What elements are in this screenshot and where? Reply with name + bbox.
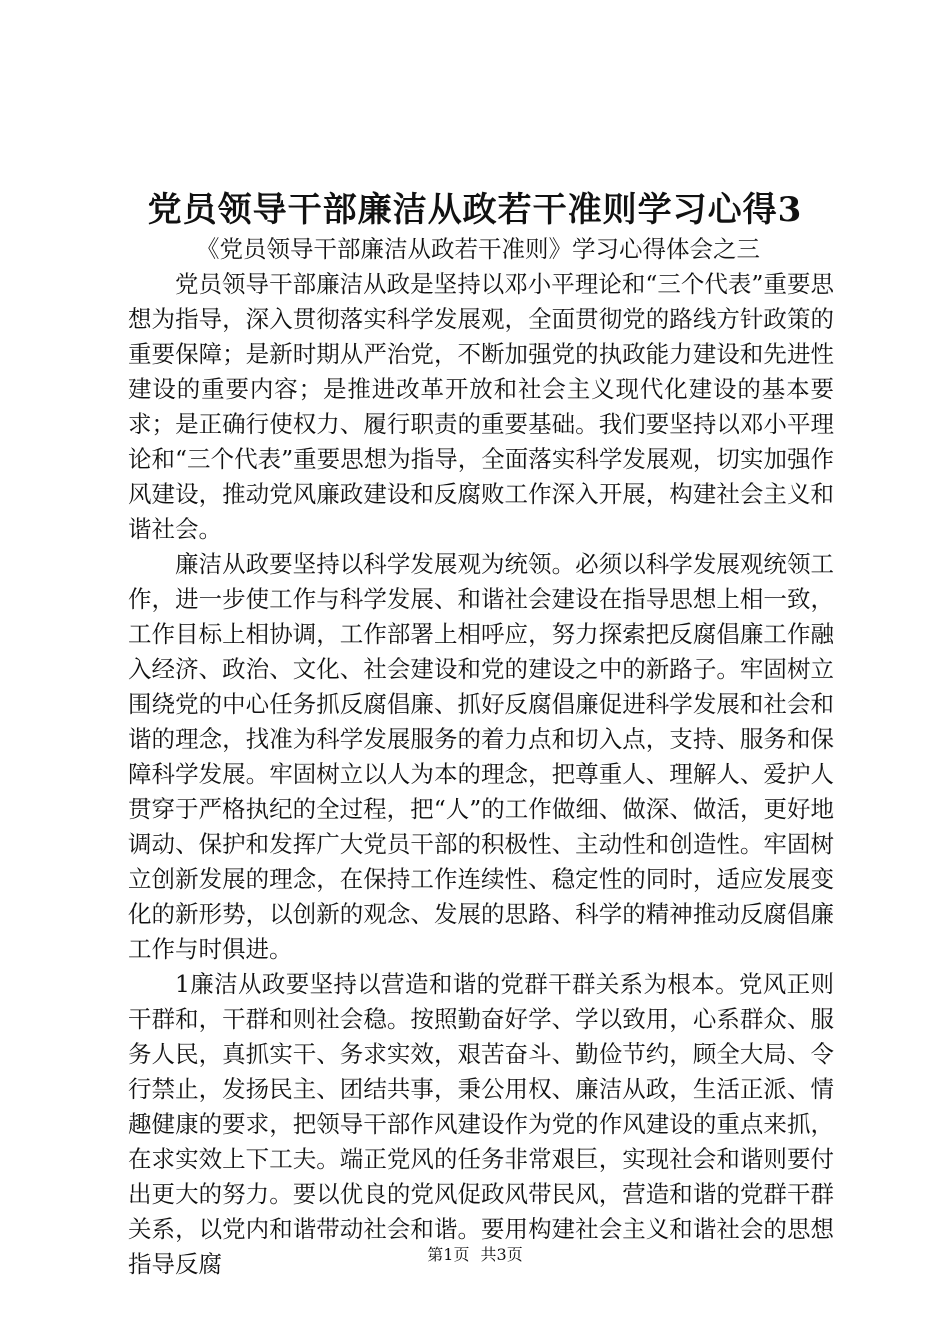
body-paragraph: 党员领导干部廉洁从政是坚持以邓小平理论和“三个代表”重要思想为指导，深入贯彻落实科学发展观，全面贯彻党的路线方针政策的重要保障；是新时期从严治党，不断加强党的执政能力建设和先进性建设的重要内容；是推进改革开放和社会主义现代化建设的基本要求；是正确行使权力、履行职责的重要基础。我们要坚持以邓小平理论和“三个代表”重要思想为指导，全面落实科学发展观，切实加强作风建设，推动党风廉政建设和反腐败工作深入开展，构建社会主义和谐社会。 <box>128 270 834 543</box>
document-body <box>128 267 834 1282</box>
page-total: 共3页 <box>480 1245 523 1264</box>
document-title: 党员领导干部廉洁从政若干准则学习心得3 <box>147 190 803 230</box>
document-subtitle: 《党员领导干部廉洁从政若干准则》学习心得体会之三 <box>196 235 760 263</box>
page-footer <box>0 1243 950 1267</box>
body-paragraph: 廉洁从政要坚持以科学发展观为统领。必须以科学发展观统领工作，进一步使工作与科学发展、和谐社会建设在指导思想上相一致，工作目标上相协调，工作部署上相呼应，努力探索把反腐倡廉工作融入经济、政治、文化、社会建设和党的建设之中的新路子。牢固树立围绕党的中心任务抓反腐倡廉、抓好反腐倡廉促进科学发展和社会和谐的理念，找准为科学发展服务的着力点和切入点，支持、服务和保障科学发展。牢固树立以人为本的理念，把尊重人、理解人、爱护人贯穿于严格执纪的全过程，把“人”的工作做细、做深、做活，更好地调动、保护和发挥广大党员干部的积极性、主动性和创造性。牢固树立创新发展的理念，在保持工作连续性、稳定性的同时，适应发展变化的新形势，以创新的观念、发展的思路、科学的精神推动反腐倡廉工作与时俱进。 <box>128 550 834 963</box>
body-paragraph: 1廉洁从政要坚持以营造和谐的党群干群关系为根本。党风正则干群和，干群和则社会稳。按照勤奋好学、学以致用，心系群众、服务人民，真抓实干、务求实效，艰苦奋斗、勤俭节约，顾全大局、令行禁止，发扬民主、团结共事，秉公用权、廉洁从政，生活正派、情趣健康的要求，把领导干部作风建设作为党的作风建设的重点来抓，在求实效上下工夫。端正党风的任务非常艰巨，实现社会和谐则要付出更大的努力。要以优良的党风促政风带民风，营造和谐的党群干群关系，以党内和谐带动社会和谐。要用构建社会主义和谐社会的思想指导反腐 <box>128 970 834 1278</box>
page-number: 第1页 <box>427 1245 470 1264</box>
